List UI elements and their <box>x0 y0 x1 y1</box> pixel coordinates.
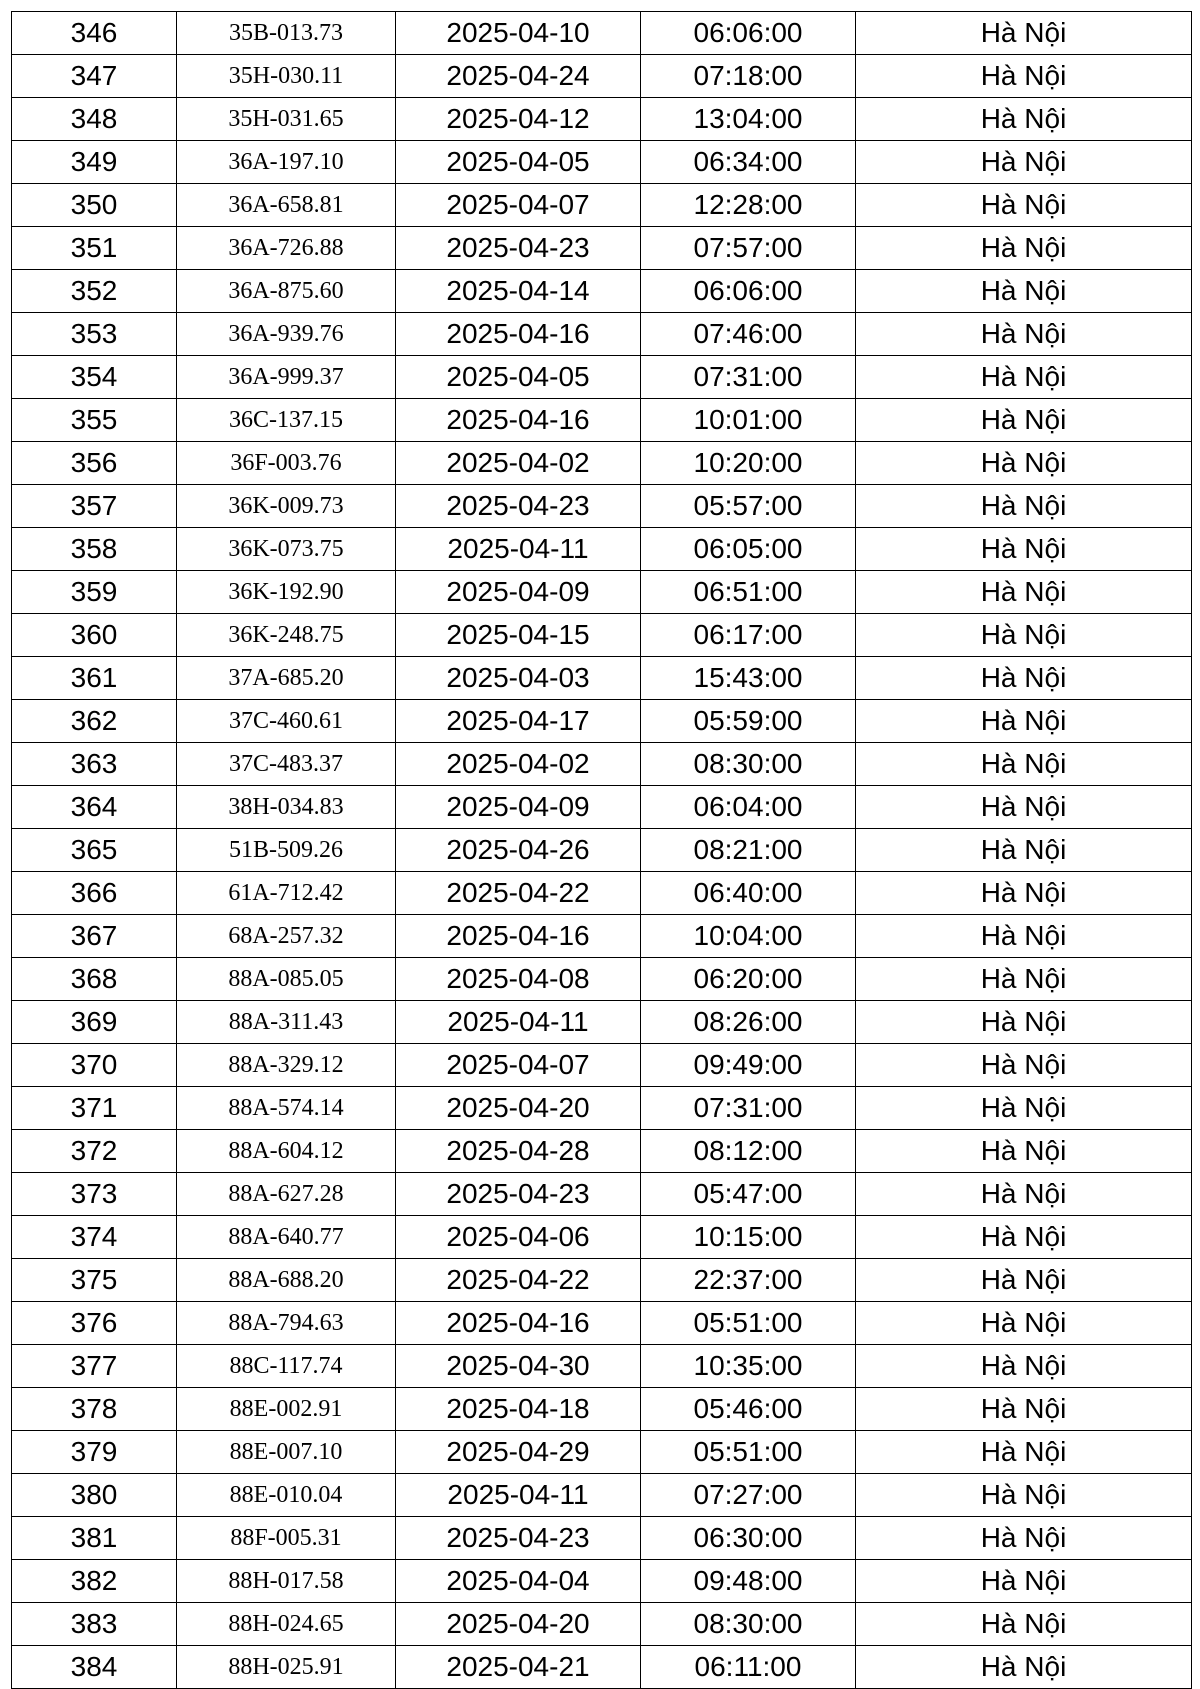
date-cell: 2025-04-14 <box>396 270 641 313</box>
time-cell: 07:27:00 <box>641 1474 856 1517</box>
time-cell: 10:15:00 <box>641 1216 856 1259</box>
license-plate-cell: 88E-007.10 <box>177 1431 396 1474</box>
row-number-cell: 376 <box>12 1302 177 1345</box>
time-cell: 05:46:00 <box>641 1388 856 1431</box>
table-row <box>12 1044 1192 1087</box>
date-cell: 2025-04-18 <box>396 1388 641 1431</box>
date-cell: 2025-04-09 <box>396 571 641 614</box>
date-cell: 2025-04-22 <box>396 1259 641 1302</box>
time-cell: 08:26:00 <box>641 1001 856 1044</box>
table-row <box>12 1216 1192 1259</box>
row-number-cell: 378 <box>12 1388 177 1431</box>
row-number-cell: 354 <box>12 356 177 399</box>
license-plate-cell: 51B-509.26 <box>177 829 396 872</box>
table-row <box>12 1646 1192 1689</box>
row-number-cell: 356 <box>12 442 177 485</box>
date-cell: 2025-04-16 <box>396 1302 641 1345</box>
time-cell: 07:46:00 <box>641 313 856 356</box>
table-row <box>12 227 1192 270</box>
location-cell: Hà Nội <box>856 1216 1192 1259</box>
location-cell: Hà Nội <box>856 657 1192 700</box>
location-cell: Hà Nội <box>856 700 1192 743</box>
time-cell: 05:51:00 <box>641 1431 856 1474</box>
date-cell: 2025-04-22 <box>396 872 641 915</box>
license-plate-cell: 35B-013.73 <box>177 12 396 55</box>
date-cell: 2025-04-15 <box>396 614 641 657</box>
row-number-cell: 355 <box>12 399 177 442</box>
location-cell: Hà Nội <box>856 614 1192 657</box>
license-plate-cell: 88E-010.04 <box>177 1474 396 1517</box>
license-plate-cell: 88A-794.63 <box>177 1302 396 1345</box>
row-number-cell: 350 <box>12 184 177 227</box>
date-cell: 2025-04-23 <box>396 485 641 528</box>
date-cell: 2025-04-04 <box>396 1560 641 1603</box>
location-cell: Hà Nội <box>856 829 1192 872</box>
row-number-cell: 360 <box>12 614 177 657</box>
location-cell: Hà Nội <box>856 184 1192 227</box>
time-cell: 22:37:00 <box>641 1259 856 1302</box>
time-cell: 08:30:00 <box>641 743 856 786</box>
location-cell: Hà Nội <box>856 1431 1192 1474</box>
table-row <box>12 184 1192 227</box>
time-cell: 06:51:00 <box>641 571 856 614</box>
location-cell: Hà Nội <box>856 1560 1192 1603</box>
date-cell: 2025-04-16 <box>396 313 641 356</box>
time-cell: 08:12:00 <box>641 1130 856 1173</box>
location-cell: Hà Nội <box>856 1474 1192 1517</box>
license-plate-cell: 36K-073.75 <box>177 528 396 571</box>
row-number-cell: 358 <box>12 528 177 571</box>
time-cell: 07:31:00 <box>641 356 856 399</box>
location-cell: Hà Nội <box>856 356 1192 399</box>
row-number-cell: 381 <box>12 1517 177 1560</box>
table-row <box>12 1302 1192 1345</box>
location-cell: Hà Nội <box>856 485 1192 528</box>
license-plate-cell: 88H-025.91 <box>177 1646 396 1689</box>
table-row <box>12 55 1192 98</box>
row-number-cell: 372 <box>12 1130 177 1173</box>
date-cell: 2025-04-03 <box>396 657 641 700</box>
location-cell: Hà Nội <box>856 1517 1192 1560</box>
date-cell: 2025-04-29 <box>396 1431 641 1474</box>
table-row <box>12 657 1192 700</box>
location-cell: Hà Nội <box>856 1345 1192 1388</box>
license-plate-cell: 88C-117.74 <box>177 1345 396 1388</box>
table-row <box>12 1431 1192 1474</box>
time-cell: 13:04:00 <box>641 98 856 141</box>
row-number-cell: 362 <box>12 700 177 743</box>
table-row <box>12 141 1192 184</box>
date-cell: 2025-04-28 <box>396 1130 641 1173</box>
date-cell: 2025-04-20 <box>396 1603 641 1646</box>
time-cell: 05:57:00 <box>641 485 856 528</box>
row-number-cell: 370 <box>12 1044 177 1087</box>
row-number-cell: 369 <box>12 1001 177 1044</box>
date-cell: 2025-04-11 <box>396 528 641 571</box>
row-number-cell: 367 <box>12 915 177 958</box>
location-cell: Hà Nội <box>856 1603 1192 1646</box>
license-plate-cell: 36A-726.88 <box>177 227 396 270</box>
time-cell: 05:51:00 <box>641 1302 856 1345</box>
time-cell: 09:49:00 <box>641 1044 856 1087</box>
time-cell: 07:57:00 <box>641 227 856 270</box>
date-cell: 2025-04-02 <box>396 442 641 485</box>
date-cell: 2025-04-12 <box>396 98 641 141</box>
date-cell: 2025-04-02 <box>396 743 641 786</box>
date-cell: 2025-04-11 <box>396 1474 641 1517</box>
table-row <box>12 829 1192 872</box>
location-cell: Hà Nội <box>856 1173 1192 1216</box>
date-cell: 2025-04-11 <box>396 1001 641 1044</box>
date-cell: 2025-04-20 <box>396 1087 641 1130</box>
time-cell: 06:34:00 <box>641 141 856 184</box>
license-plate-cell: 36F-003.76 <box>177 442 396 485</box>
license-plate-cell: 36K-192.90 <box>177 571 396 614</box>
location-cell: Hà Nội <box>856 1044 1192 1087</box>
row-number-cell: 361 <box>12 657 177 700</box>
license-plate-cell: 88A-688.20 <box>177 1259 396 1302</box>
table-row <box>12 1259 1192 1302</box>
row-number-cell: 379 <box>12 1431 177 1474</box>
time-cell: 05:47:00 <box>641 1173 856 1216</box>
row-number-cell: 346 <box>12 12 177 55</box>
date-cell: 2025-04-08 <box>396 958 641 1001</box>
table-row <box>12 1001 1192 1044</box>
location-cell: Hà Nội <box>856 1001 1192 1044</box>
location-cell: Hà Nội <box>856 1388 1192 1431</box>
license-plate-cell: 88A-640.77 <box>177 1216 396 1259</box>
time-cell: 07:18:00 <box>641 55 856 98</box>
location-cell: Hà Nội <box>856 1130 1192 1173</box>
time-cell: 05:59:00 <box>641 700 856 743</box>
table-row <box>12 1517 1192 1560</box>
date-cell: 2025-04-10 <box>396 12 641 55</box>
license-plate-cell: 36A-658.81 <box>177 184 396 227</box>
date-cell: 2025-04-09 <box>396 786 641 829</box>
license-plate-cell: 36A-999.37 <box>177 356 396 399</box>
time-cell: 06:11:00 <box>641 1646 856 1689</box>
time-cell: 10:20:00 <box>641 442 856 485</box>
table-row <box>12 270 1192 313</box>
location-cell: Hà Nội <box>856 442 1192 485</box>
row-number-cell: 348 <box>12 98 177 141</box>
time-cell: 12:28:00 <box>641 184 856 227</box>
table-row <box>12 356 1192 399</box>
license-plate-cell: 36C-137.15 <box>177 399 396 442</box>
location-cell: Hà Nội <box>856 1259 1192 1302</box>
location-cell: Hà Nội <box>856 313 1192 356</box>
date-cell: 2025-04-23 <box>396 227 641 270</box>
time-cell: 10:04:00 <box>641 915 856 958</box>
table-row <box>12 872 1192 915</box>
table-row <box>12 1474 1192 1517</box>
license-plate-cell: 88F-005.31 <box>177 1517 396 1560</box>
license-plate-cell: 61A-712.42 <box>177 872 396 915</box>
time-cell: 06:30:00 <box>641 1517 856 1560</box>
table-row <box>12 12 1192 55</box>
row-number-cell: 377 <box>12 1345 177 1388</box>
license-plate-cell: 88A-574.14 <box>177 1087 396 1130</box>
row-number-cell: 375 <box>12 1259 177 1302</box>
date-cell: 2025-04-16 <box>396 915 641 958</box>
table-row <box>12 1130 1192 1173</box>
row-number-cell: 368 <box>12 958 177 1001</box>
table-row <box>12 571 1192 614</box>
location-cell: Hà Nội <box>856 399 1192 442</box>
table-row <box>12 1173 1192 1216</box>
table-row <box>12 528 1192 571</box>
row-number-cell: 365 <box>12 829 177 872</box>
license-plate-cell: 36A-939.76 <box>177 313 396 356</box>
date-cell: 2025-04-05 <box>396 141 641 184</box>
license-plate-cell: 88H-017.58 <box>177 1560 396 1603</box>
row-number-cell: 364 <box>12 786 177 829</box>
table-row <box>12 1603 1192 1646</box>
license-plate-cell: 37A-685.20 <box>177 657 396 700</box>
table-row <box>12 442 1192 485</box>
location-cell: Hà Nội <box>856 958 1192 1001</box>
table-row <box>12 743 1192 786</box>
table-row <box>12 1388 1192 1431</box>
location-cell: Hà Nội <box>856 12 1192 55</box>
date-cell: 2025-04-07 <box>396 184 641 227</box>
time-cell: 15:43:00 <box>641 657 856 700</box>
row-number-cell: 374 <box>12 1216 177 1259</box>
row-number-cell: 363 <box>12 743 177 786</box>
time-cell: 10:35:00 <box>641 1345 856 1388</box>
table-row <box>12 1087 1192 1130</box>
table-row <box>12 98 1192 141</box>
date-cell: 2025-04-07 <box>396 1044 641 1087</box>
location-cell: Hà Nội <box>856 141 1192 184</box>
time-cell: 06:05:00 <box>641 528 856 571</box>
license-plate-cell: 68A-257.32 <box>177 915 396 958</box>
license-plate-cell: 36K-248.75 <box>177 614 396 657</box>
row-number-cell: 352 <box>12 270 177 313</box>
time-cell: 10:01:00 <box>641 399 856 442</box>
row-number-cell: 347 <box>12 55 177 98</box>
row-number-cell: 380 <box>12 1474 177 1517</box>
location-cell: Hà Nội <box>856 1646 1192 1689</box>
license-plate-cell: 88A-604.12 <box>177 1130 396 1173</box>
date-cell: 2025-04-30 <box>396 1345 641 1388</box>
license-plate-cell: 36K-009.73 <box>177 485 396 528</box>
location-cell: Hà Nội <box>856 872 1192 915</box>
date-cell: 2025-04-21 <box>396 1646 641 1689</box>
table-row <box>12 700 1192 743</box>
row-number-cell: 366 <box>12 872 177 915</box>
license-plate-cell: 88A-329.12 <box>177 1044 396 1087</box>
row-number-cell: 359 <box>12 571 177 614</box>
location-cell: Hà Nội <box>856 786 1192 829</box>
date-cell: 2025-04-26 <box>396 829 641 872</box>
date-cell: 2025-04-23 <box>396 1173 641 1216</box>
license-plate-cell: 37C-483.37 <box>177 743 396 786</box>
license-plate-cell: 88A-627.28 <box>177 1173 396 1216</box>
location-cell: Hà Nội <box>856 98 1192 141</box>
time-cell: 09:48:00 <box>641 1560 856 1603</box>
date-cell: 2025-04-06 <box>396 1216 641 1259</box>
table-row <box>12 786 1192 829</box>
location-cell: Hà Nội <box>856 743 1192 786</box>
table-body <box>12 12 1192 1689</box>
row-number-cell: 383 <box>12 1603 177 1646</box>
time-cell: 08:21:00 <box>641 829 856 872</box>
time-cell: 08:30:00 <box>641 1603 856 1646</box>
table-row <box>12 958 1192 1001</box>
location-cell: Hà Nội <box>856 1087 1192 1130</box>
time-cell: 07:31:00 <box>641 1087 856 1130</box>
license-plate-cell: 35H-031.65 <box>177 98 396 141</box>
table-row <box>12 399 1192 442</box>
table-row <box>12 1560 1192 1603</box>
row-number-cell: 373 <box>12 1173 177 1216</box>
location-cell: Hà Nội <box>856 227 1192 270</box>
table-row <box>12 614 1192 657</box>
time-cell: 06:06:00 <box>641 12 856 55</box>
license-plate-cell: 88A-085.05 <box>177 958 396 1001</box>
date-cell: 2025-04-16 <box>396 399 641 442</box>
license-plate-cell: 88E-002.91 <box>177 1388 396 1431</box>
time-cell: 06:40:00 <box>641 872 856 915</box>
location-cell: Hà Nội <box>856 270 1192 313</box>
location-cell: Hà Nội <box>856 55 1192 98</box>
date-cell: 2025-04-23 <box>396 1517 641 1560</box>
date-cell: 2025-04-05 <box>396 356 641 399</box>
license-plate-cell: 35H-030.11 <box>177 55 396 98</box>
license-plate-cell: 88A-311.43 <box>177 1001 396 1044</box>
time-cell: 06:17:00 <box>641 614 856 657</box>
license-plate-cell: 38H-034.83 <box>177 786 396 829</box>
license-plate-cell: 37C-460.61 <box>177 700 396 743</box>
location-cell: Hà Nội <box>856 571 1192 614</box>
date-cell: 2025-04-17 <box>396 700 641 743</box>
time-cell: 06:20:00 <box>641 958 856 1001</box>
time-cell: 06:06:00 <box>641 270 856 313</box>
row-number-cell: 357 <box>12 485 177 528</box>
license-plate-cell: 36A-197.10 <box>177 141 396 184</box>
row-number-cell: 382 <box>12 1560 177 1603</box>
table-row <box>12 313 1192 356</box>
location-cell: Hà Nội <box>856 915 1192 958</box>
location-cell: Hà Nội <box>856 528 1192 571</box>
row-number-cell: 349 <box>12 141 177 184</box>
row-number-cell: 353 <box>12 313 177 356</box>
time-cell: 06:04:00 <box>641 786 856 829</box>
date-cell: 2025-04-24 <box>396 55 641 98</box>
location-cell: Hà Nội <box>856 1302 1192 1345</box>
row-number-cell: 371 <box>12 1087 177 1130</box>
table-row <box>12 485 1192 528</box>
row-number-cell: 384 <box>12 1646 177 1689</box>
license-plate-cell: 36A-875.60 <box>177 270 396 313</box>
table-row <box>12 915 1192 958</box>
license-plate-cell: 88H-024.65 <box>177 1603 396 1646</box>
table-row <box>12 1345 1192 1388</box>
violations-table <box>11 11 1192 1689</box>
row-number-cell: 351 <box>12 227 177 270</box>
